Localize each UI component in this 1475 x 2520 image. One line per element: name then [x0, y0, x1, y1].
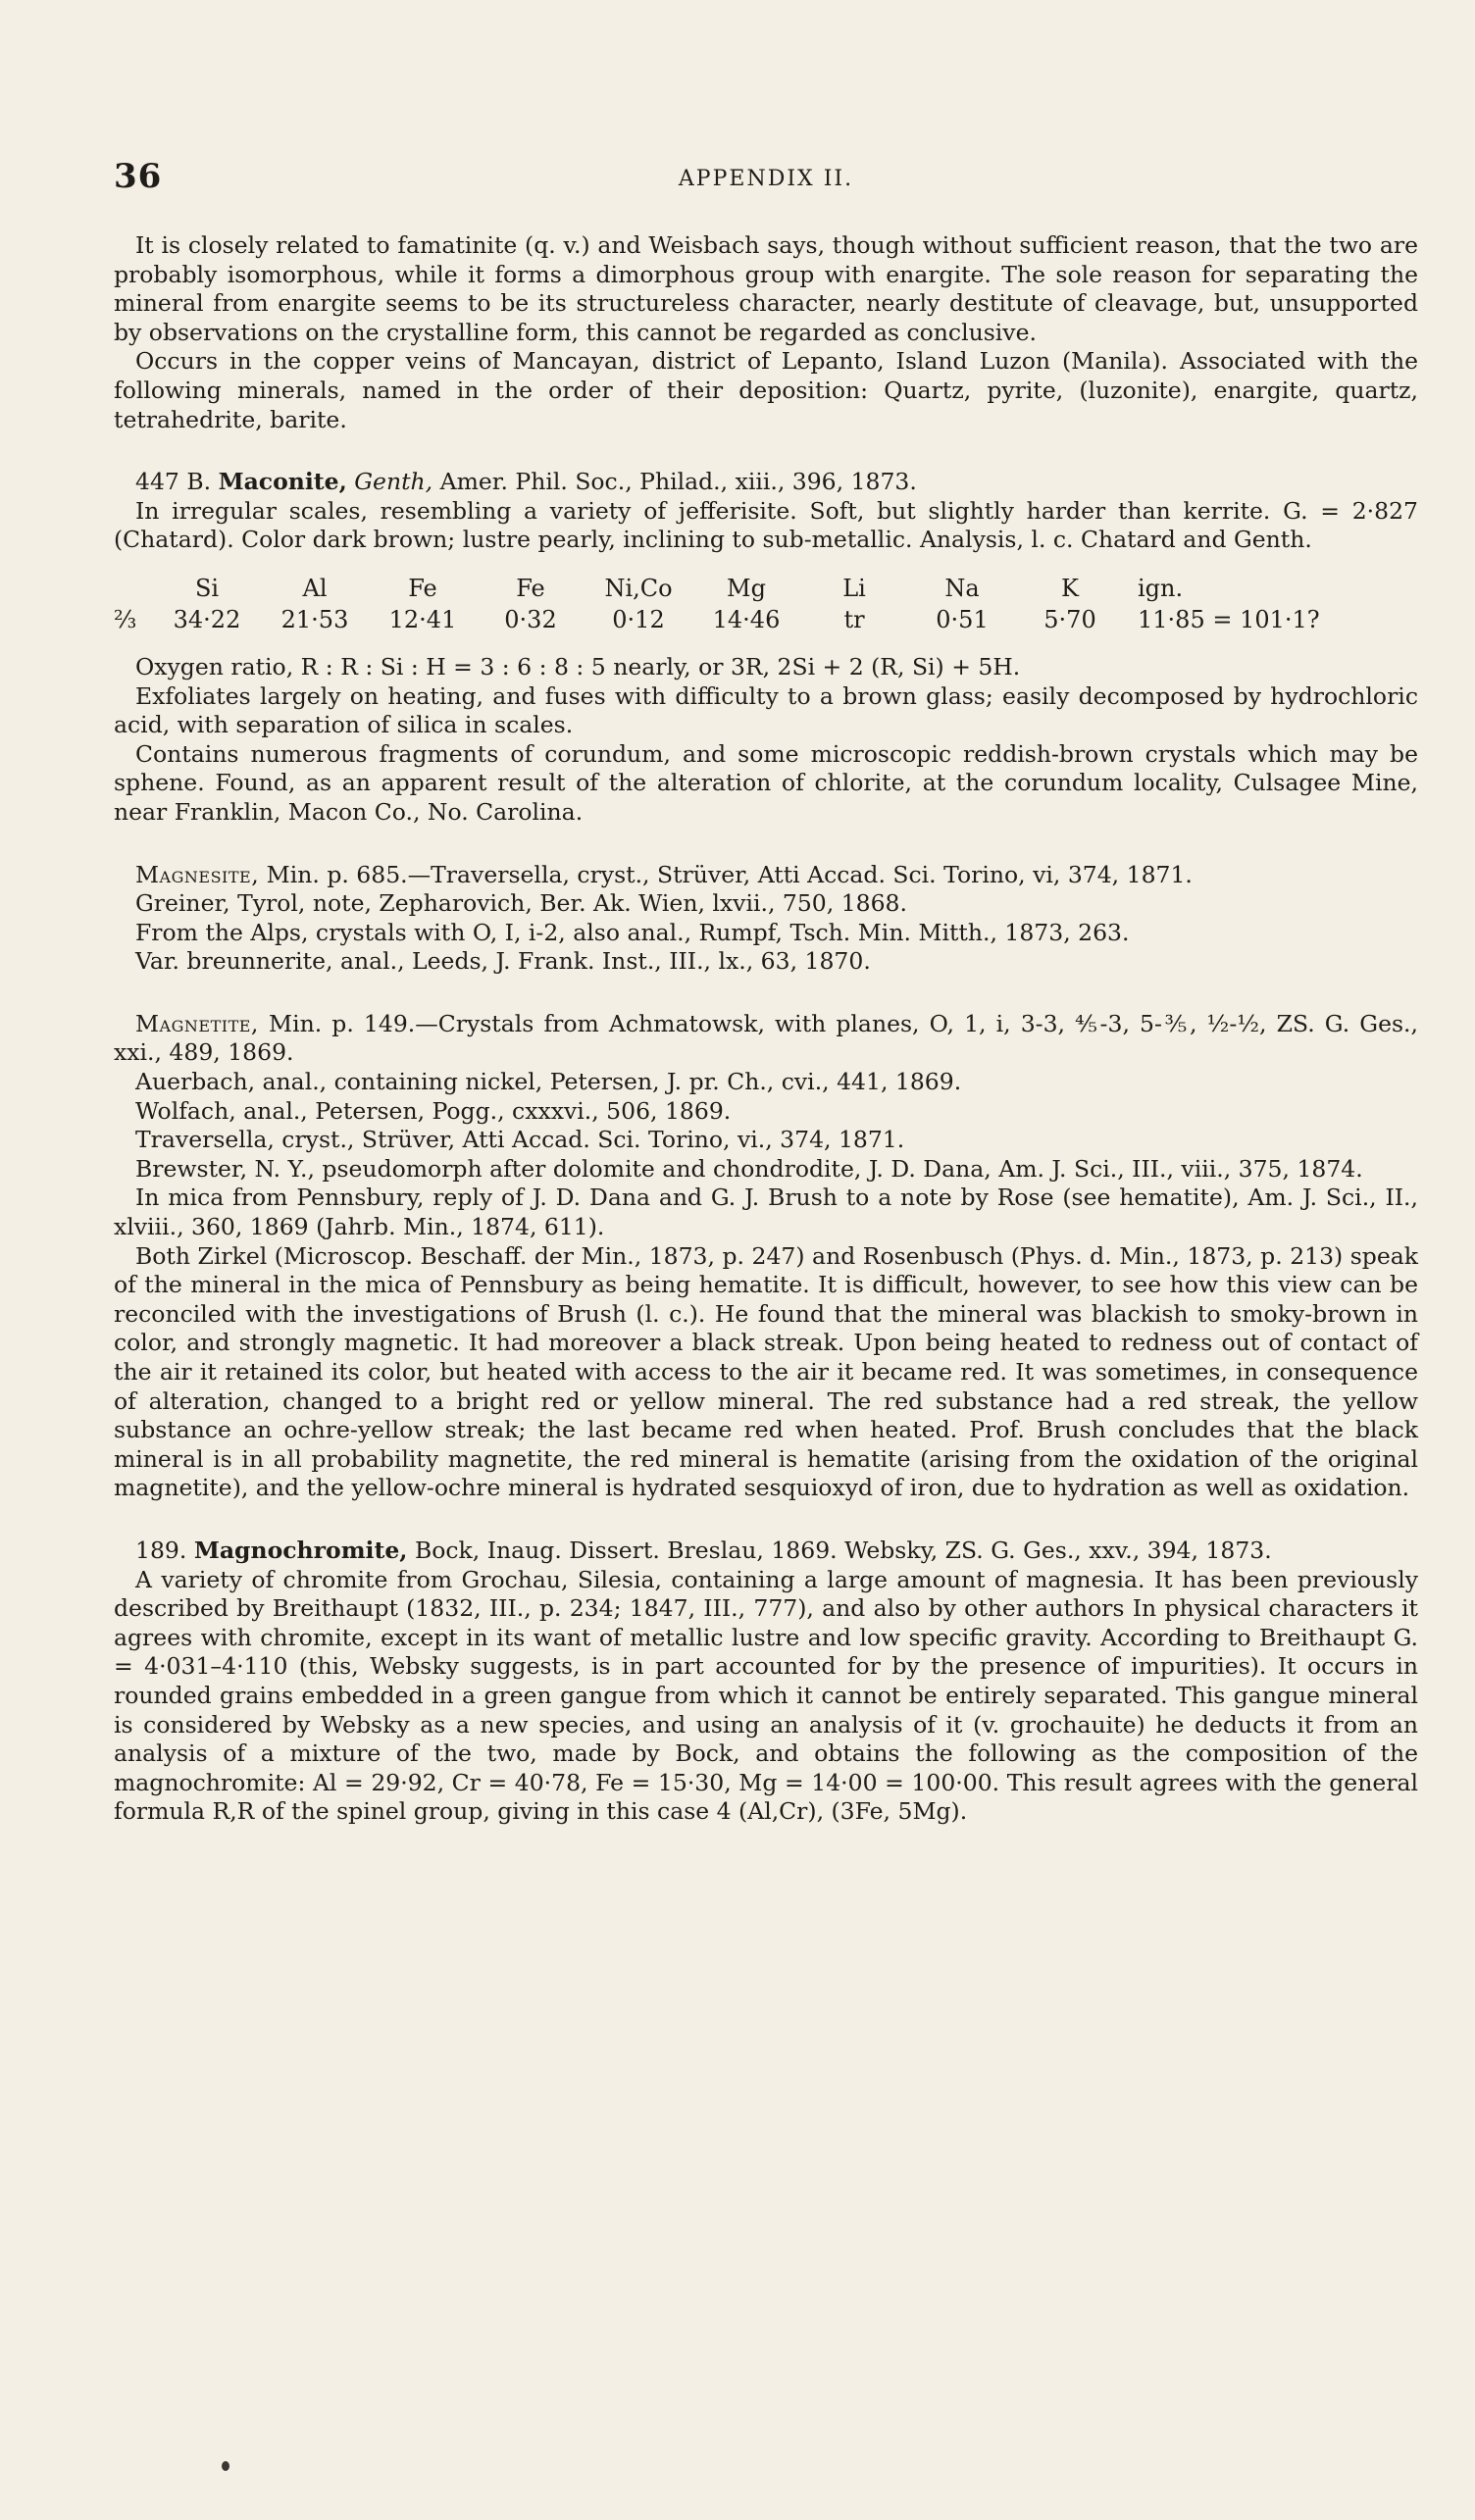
magnetite-line: Traversella, cryst., Strüver, Atti Accad. Sci. Torino, vi., 374, 1871. [135, 1126, 905, 1154]
analysis-header: K [1061, 574, 1079, 602]
maconite-occurrence: Contains numerous fragments of corundum, and some microscopic reddish-brown crystals which may be sphene. Found, as an apparent result of the alteration of chlorite, at the corundum locality, Culsagee Mine, near Franklin, Macon Co., No. Carolina. [114, 739, 1418, 826]
magnochromite-description: A variety of chromite from Grochau, Silesia, containing a large amount of magnesia. It has been previously described by Breithaupt (1832, III., p. 234; 1847, III., 777), and also by other authors In physical characters it agrees with chromite, except in its want of metallic lustre and low specific gravity. According to Breithaupt G. = 4·031–4·110 (this, Websky suggests, is in part accounted for by the presence of impurities). It occurs in rounded grains embedded in a green gangue from which it cannot be entirely separated. This gangue mineral is considered by Websky as a new species, and using an analysis of it (v. grochauite) he deducts it from an analysis of a mixture of the two, made by Bock, and obtains the following as the composition of the magnochromite: Al = 29·92, Cr = 40·78, Fe = 15·30, Mg = 14·00 = 100·00. This result agrees with the general formula R,R of the spinel group, giving in this case 4 (Al,Cr), (3Fe, 5Mg). [114, 1565, 1418, 1826]
magnesite-line: From the Alps, crystals with O, I, i-2, also anal., Rumpf, Tsch. Min. Mitth., 1873, 263. [135, 918, 1130, 946]
magnesite-line: Var. breunnerite, anal., Leeds, J. Frank. Inst., III., lx., 63, 1870. [135, 947, 871, 976]
maconite-oxygen-ratio: Oxygen ratio, R : R : Si : H = 3 : 6 : 8 : 5 nearly, or 3R, 2Si + 2 (R, Si) + 5H. [135, 652, 1021, 680]
paragraph-luzonite-occurrence: Occurs in the copper veins of Mancayan, district of Lepanto, Island Luzon (Manila). Associated with the following minerals, named in the order of their deposition: Quartz, pyrite, (luzonite), enargite, quartz, tetrahedrite, barite. [114, 347, 1418, 433]
maconite-heading [114, 468, 1418, 497]
ink-speck [222, 2461, 229, 2471]
analysis-value: 21·53 [280, 605, 349, 633]
page-number: 36 [114, 157, 163, 196]
paragraph-luzonite-relation: It is closely related to famatinite (q. v.) and Weisbach says, though without sufficient reason, that the two are probably isomorphous, while it forms a dimorphous group with enargite. The sole reason for separating the mineral from enargite seems to be its structureless character, nearly destitute of cleavage, but, unsupported by observations on the crystalline form, this cannot be regarded as conclusive. [114, 231, 1418, 346]
entry-name: Magnesite, [135, 860, 260, 888]
magnetite-line: Brewster, N. Y., pseudomorph after dolomite and chondrodite, J. D. Dana, Am. J. Sci., III., viii., 375, 1874. [135, 1154, 1363, 1183]
magnetite-line: Auerbach, anal., containing nickel, Petersen, J. pr. Ch., cvi., 441, 1869. [135, 1068, 962, 1096]
entry-number: 189. [135, 1536, 187, 1564]
analysis-value: 0·51 [936, 605, 989, 633]
magnetite-line: In mica from Pennsbury, reply of J. D. Dana and G. J. Brush to a note by Rose (see hematite), Am. J. Sci., II., xlviii., 360, 1869 (Jahrb. Min., 1874, 611). [114, 1184, 1418, 1241]
analysis-header: Al [302, 574, 328, 602]
magnochromite-heading [114, 1537, 1418, 1566]
analysis-value: 34·22 [173, 605, 241, 633]
entry-author: Genth, [354, 468, 433, 496]
body-text [114, 231, 1418, 1827]
entry-name: Maconite, [218, 468, 347, 496]
magnetite-discussion: Both Zirkel (Microscop. Beschaff. der Min., 1873, p. 247) and Rosenbusch (Phys. d. Min., 1873, p. 213) speak of the mineral in the mica of Pennsbury as being hematite. It is difficult, however, to see how this view can be reconciled with the investigations of Brush (l. c.). He found that the mineral was blackish to smoky-brown in color, and strongly magnetic. It had moreover a black streak. Upon being heated to redness out of contact of the air it retained its color, but heated with access to the air it became red. It was sometimes, in consequence of alteration, changed to a bright red or yellow mineral. The red substance had a red streak, the yellow substance an ochre-yellow streak; the last became red when heated. Prof. Brush concludes that the black mineral is in all probability magnetite, the red mineral is hematite (arising from the oxidation of the original magnetite), and the yellow-ochre mineral is hydrated sesquioxyd of iron, due to hydration as well as oxidation. [114, 1241, 1418, 1502]
analysis-header: Fe [408, 574, 437, 602]
magnetite-line: Min. p. 149.—Crystals from Achmatowsk, with planes, O, 1, i, 3-3, ⅘-3, 5-⅗, ½-½, ZS. G. Ges., xxi., 489, 1869. [114, 1009, 1418, 1067]
analysis-value: 5·70 [1043, 605, 1096, 633]
entry-magnetite [114, 1010, 1418, 1503]
analysis-header: ign. [1138, 574, 1184, 602]
entry-magnochromite [114, 1537, 1418, 1827]
magnetite-heading [114, 1010, 1418, 1068]
page-header [114, 157, 1418, 206]
analysis-header: Ni,Co [604, 574, 673, 602]
running-head: APPENDIX II. [678, 167, 854, 191]
maconite-description: In irregular scales, resembling a variety of jefferisite. Soft, but slightly harder than kerrite. G. = 2·827 (Chatard). Color dark brown; lustre pearly, inclining to sub-metallic. Analysis, l. c. Chatard and Genth. [114, 496, 1418, 554]
entry-maconite [114, 468, 1418, 827]
analysis-value: 11·85 = 101·1? [1138, 605, 1320, 633]
entry-name: Magnetite, [135, 1009, 259, 1037]
analysis-header-row [114, 573, 1344, 604]
analysis-value: 0·32 [504, 605, 557, 633]
analysis-value-row [114, 604, 1344, 635]
analysis-value: 12·41 [388, 605, 457, 633]
magnochromite-reference: Bock, Inaug. Dissert. Breslau, 1869. Websky, ZS. G. Ges., xxv., 394, 1873. [414, 1536, 1272, 1564]
analysis-header: Li [842, 574, 866, 602]
analysis-value: tr [843, 605, 865, 633]
magnesite-heading [114, 861, 1418, 890]
analysis-row-label: ⅔ [114, 605, 137, 633]
analysis-table [114, 573, 1344, 635]
analysis-header: Mg [727, 574, 766, 602]
entry-magnesite [114, 861, 1418, 977]
analysis-header: Na [944, 574, 980, 602]
analysis-value: 14·46 [712, 605, 781, 633]
maconite-exfoliation: Exfoliates largely on heating, and fuses with difficulty to a brown glass; easily decomposed by hydrochloric acid, with separation of silica in scales. [114, 681, 1418, 739]
magnesite-line: Greiner, Tyrol, note, Zepharovich, Ber. Ak. Wien, lxvii., 750, 1868. [135, 889, 907, 918]
entry-number: 447 B. [135, 468, 212, 496]
magnesite-line: Min. p. 685.—Traversella, cryst., Strüver, Atti Accad. Sci. Torino, vi, 374, 1871. [266, 860, 1193, 888]
magnetite-line: Wolfach, anal., Petersen, Pogg., cxxxvi., 506, 1869. [135, 1096, 732, 1125]
analysis-value: 0·12 [612, 605, 665, 633]
entry-reference: Amer. Phil. Soc., Philad., xiii., 396, 1873. [439, 468, 917, 496]
analysis-header: Si [194, 574, 220, 602]
analysis-header: Fe [516, 574, 545, 602]
entry-name: Magnochromite, [193, 1536, 408, 1564]
